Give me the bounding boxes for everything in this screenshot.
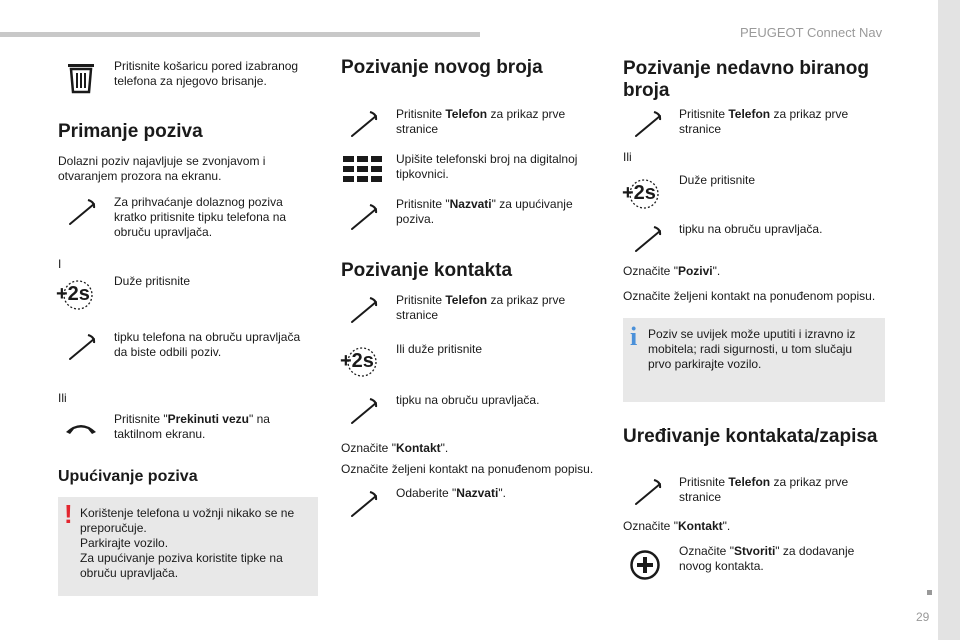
contact-step-2: tipku na obruču upravljača. — [396, 393, 540, 407]
warning-text: Korištenje telefona u vožnji nikako se ne preporučuje. Parkirajte vozilo. Za upućivanje poziva koristite tipke na obruču upravljača. — [80, 506, 295, 580]
accept-call-step: Za prihvaćanje dolaznog poziva kratko pritisnite tipku telefona na obruču upravljača. — [114, 195, 287, 239]
section-title-new-number: Pozivanje novog broja — [341, 57, 543, 78]
select-contact-tab: Označite "Kontakt". — [623, 519, 731, 533]
page-marker — [927, 590, 932, 595]
recent-hold-label: Duže pritisnite — [679, 173, 756, 187]
reject-call-step: tipku telefona na obruču upravljača da biste odbili poziv. — [114, 330, 301, 359]
trash-basket-icon — [66, 62, 96, 94]
section-title-recent-number: Pozivanje nedavno biranog broja — [623, 58, 869, 101]
section-title-making-call: Upućivanje poziva — [58, 468, 198, 485]
keypad-icon — [343, 156, 383, 182]
new-number-step-2: Upišite telefonski broj na digitalnoj tipkovnici. — [396, 152, 578, 181]
hold-press-label: Duže pritisnite — [114, 274, 191, 288]
new-number-step-3: Pritisnite "Nazvati" za upućivanje poziva. — [396, 197, 573, 226]
new-number-step-1: Pritisnite Telefon za prikaz prve stranice — [396, 107, 566, 136]
touch-press-icon — [634, 110, 662, 138]
contact-hold-label: Ili duže pritisnite — [396, 342, 483, 356]
select-calls-tab: Označite "Pozivi". — [623, 264, 721, 278]
section-title-receiving-call: Primanje poziva — [58, 121, 203, 142]
edit-step-1: Pritisnite Telefon za prikaz prve stranice — [679, 475, 849, 504]
add-circle-icon — [630, 550, 660, 580]
info-icon: i — [630, 322, 638, 351]
info-box — [623, 318, 885, 402]
hold-2s-label: +2s — [340, 350, 374, 372]
contact-step-1: Pritisnite Telefon za prikaz prve stranice — [396, 293, 566, 322]
touch-press-icon — [350, 203, 378, 231]
recent-step-1: Pritisnite Telefon za prikaz prve stranice — [679, 107, 849, 136]
incoming-call-intro: Dolazni poziv najavljuje se zvonjavom i otvaranjem prozora na ekranu. — [58, 154, 266, 183]
basket-delete-text: Pritisnite košaricu pored izabranog telefona za njegovo brisanje. — [114, 59, 299, 88]
edit-step-create: Označite "Stvoriti" za dodavanje novog kontakta. — [679, 544, 855, 573]
hold-2s-icon — [622, 179, 666, 209]
touch-press-icon — [350, 397, 378, 425]
select-contact-list: Označite željeni kontakt na ponuđenom popisu. — [341, 462, 594, 476]
conjunction-and: I — [58, 257, 62, 271]
hold-2s-label: +2s — [56, 283, 90, 305]
select-recent-contact: Označite željeni kontakt na ponuđenom popisu. — [623, 289, 876, 303]
section-title-edit-contacts: Uređivanje kontakata/zapisa — [623, 426, 878, 447]
hold-2s-label: +2s — [622, 182, 656, 204]
touch-press-icon — [350, 296, 378, 324]
contact-step-call: Odaberite "Nazvati". — [396, 486, 506, 500]
touch-press-icon — [634, 478, 662, 506]
touch-press-icon — [68, 198, 96, 226]
conjunction-or: Ili — [58, 391, 67, 405]
hang-up-icon — [64, 420, 98, 436]
touch-press-icon — [68, 333, 96, 361]
recent-step-2: tipku na obruču upravljača. — [679, 222, 823, 236]
manual-header-title: PEUGEOT Connect Nav — [740, 25, 883, 40]
top-rule — [0, 32, 480, 37]
section-title-contact: Pozivanje kontakta — [341, 260, 513, 281]
touch-press-icon — [350, 110, 378, 138]
conjunction-or: Ili — [623, 150, 632, 164]
touch-press-icon — [350, 490, 378, 518]
info-text: Poziv se uvijek može uputiti i izravno iz mobitela; radi sigurnosti, u tom slučaju prvo parkirajte vozilo. — [648, 327, 856, 371]
warning-icon: ! — [64, 499, 73, 529]
select-contact-tab: Označite "Kontakt". — [341, 441, 449, 455]
page-number: 29 — [916, 610, 930, 624]
hold-2s-icon — [340, 347, 384, 377]
warning-box — [58, 497, 318, 596]
end-call-step: Pritisnite "Prekinuti vezu" na taktilnom ekranu. — [114, 412, 270, 441]
hold-2s-icon — [56, 280, 100, 310]
touch-press-icon — [634, 225, 662, 253]
page-edge-tab — [938, 0, 960, 640]
